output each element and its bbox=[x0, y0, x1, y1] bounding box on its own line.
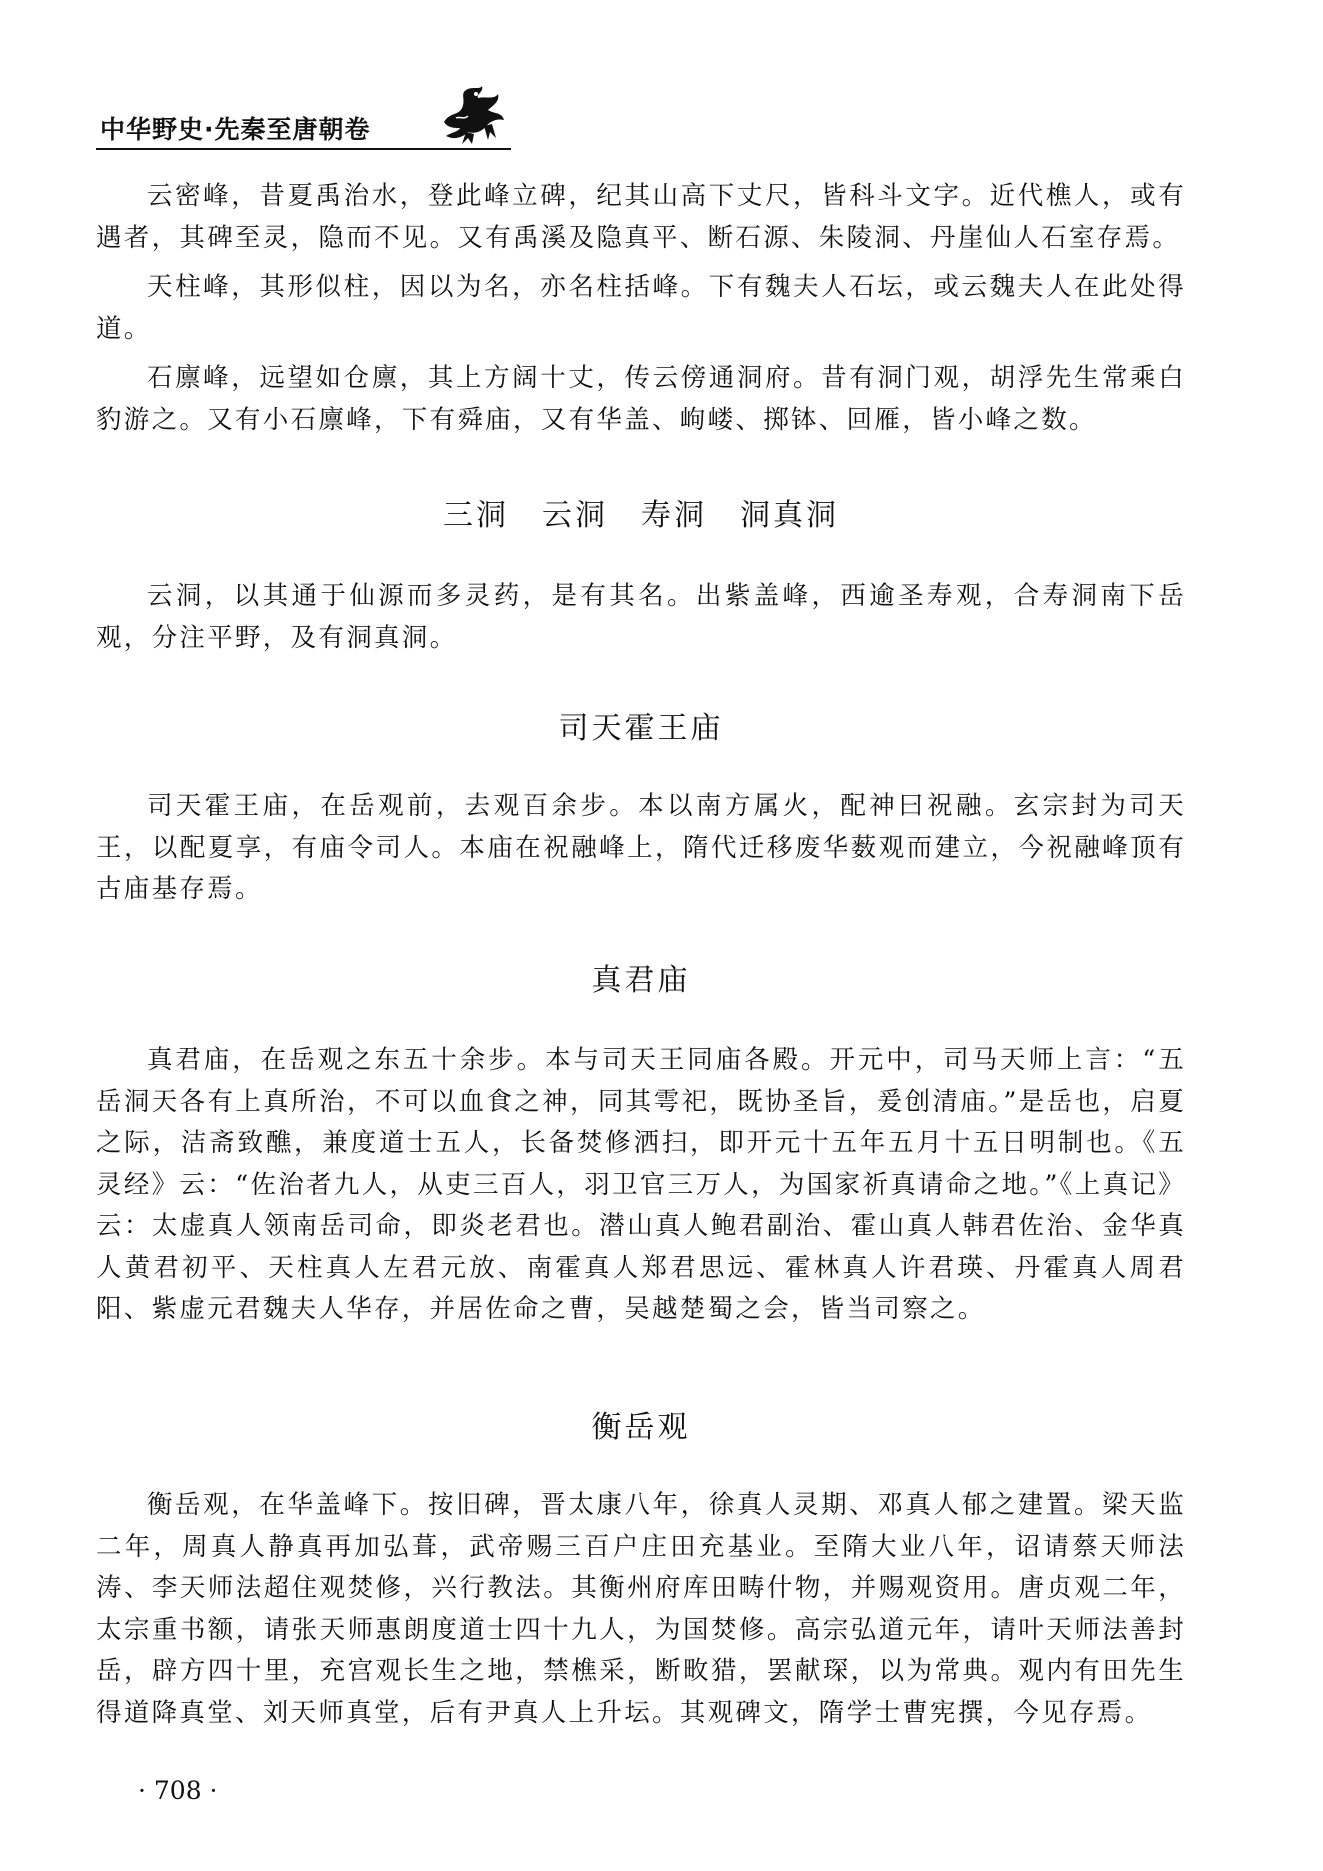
paragraph-shilin: 石廪峰，远望如仓廪，其上方阔十丈，传云傍通洞府。昔有洞门观，胡浮先生常乘白豹游之。又有小石廪峰，下有舜庙，又有华盖、岣嵝、掷钵、回雁，皆小峰之数。 bbox=[96, 363, 1186, 435]
section-peaks bbox=[96, 176, 1186, 449]
paragraph-yunmi: 云密峰，昔夏禹治水，登此峰立碑，纪其山高下丈尺，皆科斗文字。近代樵人，或有遇者，其碑至灵，隐而不见。又有禹溪及隐真平、断石源、朱陵洞、丹崖仙人石室存焉。 bbox=[96, 181, 1186, 253]
header-rule bbox=[96, 148, 511, 150]
section-title-three-caves: 三洞 云洞 寿洞 洞真洞 bbox=[443, 498, 839, 533]
section-title-sitian-temple: 司天霍王庙 bbox=[558, 711, 724, 746]
section-title-zhenjun-temple: 真君庙 bbox=[591, 963, 691, 998]
page-number: · 708 · bbox=[138, 1776, 218, 1805]
paragraph-hengyue: 衡岳观，在华盖峰下。按旧碑，晋太康八年，徐真人灵期、邓真人郁之建置。梁天监二年，周真人静真再加弘葺，武帝赐三百户庄田充基业。至隋大业八年，诏请蔡天师法涛、李天师法超住观焚修，兴行教法。其衡州府库田畴什物，并赐观资用。唐贞观二年，太宗重书额，请张天师惠朗度道士四十九人，为国焚修。高宗弘道元年，请叶天师法善封岳，辟方四十里，充宫观长生之地，禁樵采，断畋猎，罢献琛，以为常典。观内有田先生得道降真堂、刘天师真堂，后有尹真人上升坛。其观碑文，隋学士曹宪撰，今见存焉。 bbox=[96, 1490, 1186, 1728]
paragraph-yundong: 云洞，以其通于仙源而多灵药，是有其名。出紫盖峰，西逾圣寿观，合寿洞南下岳观，分注平野，及有洞真洞。 bbox=[96, 581, 1186, 653]
paragraph-zhenjun: 真君庙，在岳观之东五十余步。本与司天王同庙各殿。开元中，司马天师上言：“五岳洞天各有上真所治，不可以血食之神，同其雩祀，既协圣旨，爰创清庙。”是岳也，启夏之际，洁斋致醮，兼度道士五人，长备焚修洒扫，即开元十五年五月十五日明制也。《五灵经》云：“佐治者九人，从吏三百人，羽卫官三万人，为国家祈真请命之地。”《上真记》云：太虚真人领南岳司命，即炎老君也。潜山真人鲍君副治、霍山真人韩君佐治、金华真人黄君初平、天柱真人左君元放、南霍真人郑君思远、霍林真人许君瑛、丹霍真人周君阳、紫虚元君魏夫人华存，并居佐命之曹，吴越楚蜀之会，皆当司察之。 bbox=[96, 1045, 1186, 1324]
running-header bbox=[96, 80, 511, 154]
section-zhenjun-temple bbox=[96, 1040, 1186, 1339]
section-three-caves bbox=[96, 576, 1186, 667]
book-title: 中华野史·先秦至唐朝卷 bbox=[100, 115, 371, 144]
paragraph-sitian: 司天霍王庙，在岳观前，去观百余步。本以南方属火，配神曰祝融。玄宗封为司天王，以配夏享，有庙令司人。本庙在祝融峰上，隋代迁移废华薮观而建立，今祝融峰顶有古庙基存焉。 bbox=[96, 791, 1186, 904]
section-title-hengyue-temple: 衡岳观 bbox=[591, 1410, 691, 1445]
section-sitian-temple bbox=[96, 786, 1186, 919]
paragraph-tianzhu: 天柱峰，其形似柱，因以为名，亦名柱括峰。下有魏夫人石坛，或云魏夫人在此处得道。 bbox=[96, 272, 1186, 344]
section-hengyue-temple bbox=[96, 1485, 1186, 1742]
dragon-logo-icon bbox=[436, 82, 508, 146]
